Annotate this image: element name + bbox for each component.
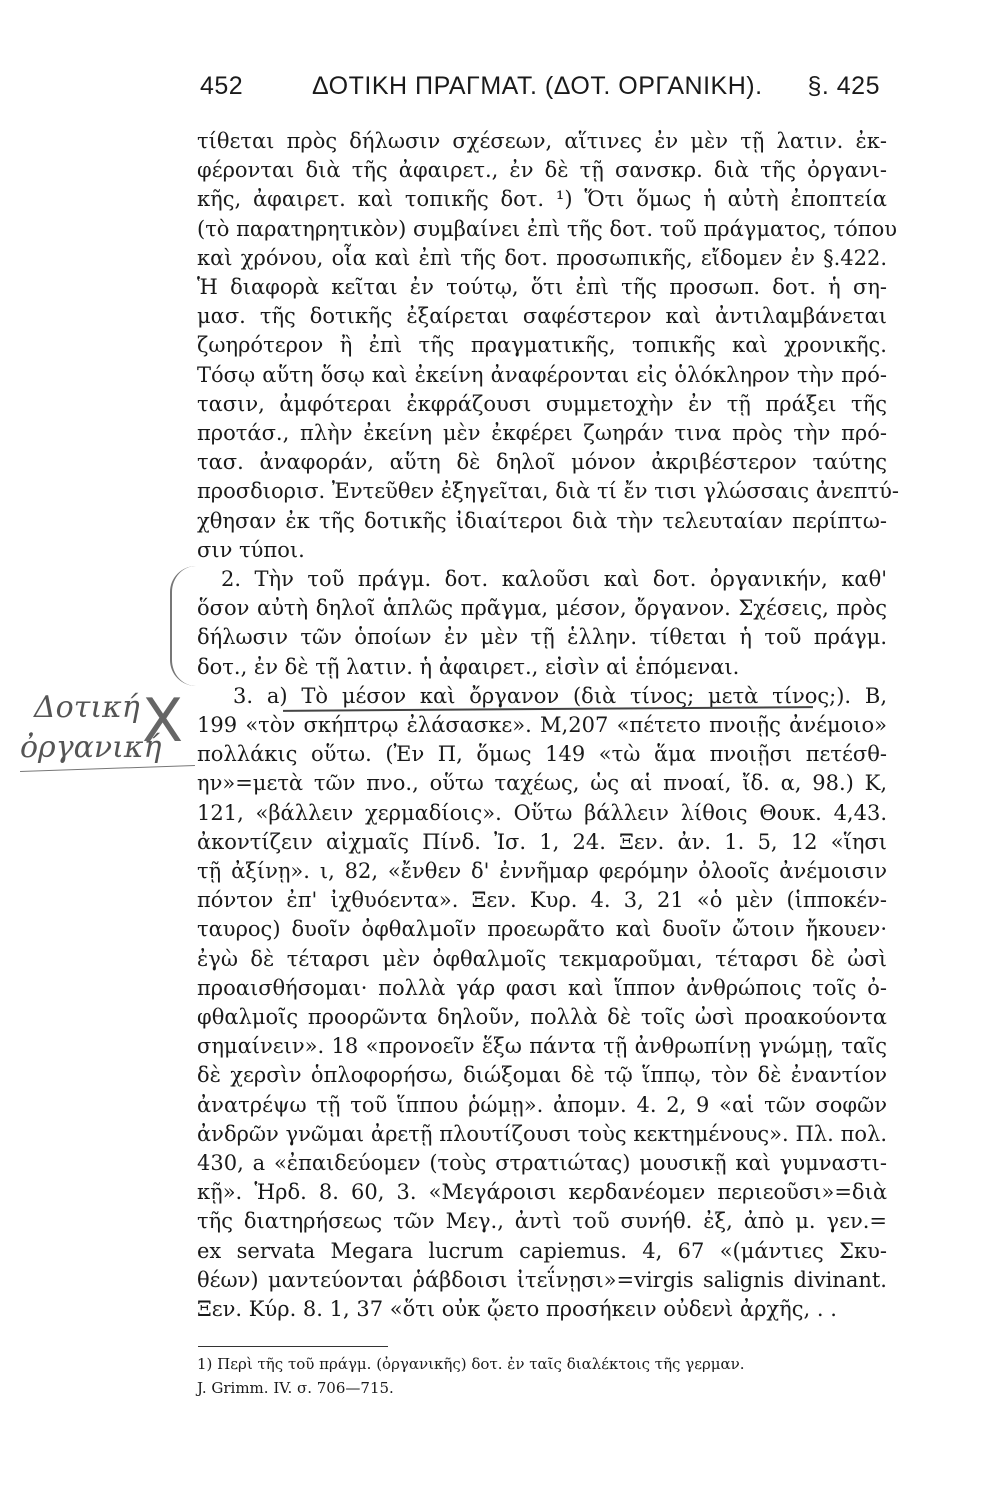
text-line: δὲ χερσὶν ὁπλοφορήσω, διώξομαι δὲ τῷ ἵππῳ, τὸν δὲ ἐναντίον [197,1063,887,1088]
running-title: ΔΟΤΙΚΗ ΠΡΑΓΜΑΤ. (ΔΟΤ. ΟΡΓΑΝΙΚΗ). [312,72,763,100]
text-line: δοτ., ἐν δὲ τῇ λατιν. ἡ ἀφαιρετ., εἰσὶν αἱ ἑπόμεναι. [197,654,740,679]
text-line: καὶ χρόνου, οἷα καὶ ἐπὶ τῆς δοτ. προσωπικῆς, εἴδομεν ἐν §.422. [197,245,887,270]
text-line: κῇ». Ἡρδ. 8. 60, 3. «Μεγάροισι κερδανέομεν περιεοῦσι»=διὰ [197,1180,887,1205]
text-line: μασ. τῆς δοτικῆς ἐξαίρεται σαφέστερον καὶ ἀντιλαμβάνεται [197,304,887,329]
text-line: 3. a) Τὸ μέσον καὶ ὄργανον (διὰ τίνος; μετὰ τίνος;). Β, [233,683,887,708]
text-line: ταυρος) δυοῖν ὀφθαλμοῖν προεωρᾶτο καὶ δυοῖν ὤτοιν ἤκουεν· [197,917,887,942]
text-line: σημαίνειν». 18 «προνοεῖν ἕξω πάντα τῇ ἀνθρωπίνῃ γνώμῃ, ταῖς [197,1034,887,1059]
text-line: ἀνδρῶν γνῶμαι ἀρετῇ πλουτίζουσι τοὺς κεκτημένους». Πλ. πολ. [197,1121,887,1146]
text-line: (τὸ παρατηρητικὸν) συμβαίνει ἐπὶ τῆς δοτ. τοῦ πράγματος, τόπου [197,216,898,241]
text-line: φθαλμοῖς προορῶντα δηλοῦν, πολλὰ δὲ τοῖς ὠσὶ προακούοντα [197,1005,887,1029]
text-line: δήλωσιν τῶν ὁποίων ἐν μὲν τῇ ἑλλην. τίθεται ἡ τοῦ πράγμ. [197,625,887,650]
text-line: κῆς, ἀφαιρετ. καὶ τοπικῆς δοτ. ¹) Ὅτι ὅμως ἡ αὐτὴ ἐποπτεία [197,187,887,212]
page-number: 452 [200,72,244,100]
text-line: ἀνατρέψω τῇ τοῦ ἵππου ῥώμῃ». ἀπομν. 4. 2, 9 «αἱ τῶν σοφῶν [197,1092,887,1117]
text-line: τῇ ἀξίνῃ». ι, 82, «ἔνθεν δ' ἐννῆμαρ φερόμην ὀλοοῖς ἀνέμοισιν [197,859,887,883]
text-line: Ἡ διαφορὰ κεῖται ἐν τούτῳ, ὅτι ἐπὶ τῆς προσωπ. δοτ. ἡ ση- [197,275,887,299]
text-line: τίθεται πρὸς δήλωσιν σχέσεων, αἵτινες ἐν μὲν τῇ λατιν. ἐκ- [197,129,887,153]
footnote-line: J. Grimm. IV. σ. 706—715. [197,1379,394,1397]
text-line: ὅσον αὐτὴ δηλοῖ ἁπλῶς πρᾶγμα, μέσον, ὄργανον. Σχέσεις, πρὸς [197,596,887,621]
text-line: θέων) μαντεύονται ῥάβδοισι ἰτεΐνῃσι»=virgis salignis divinant. [197,1267,887,1292]
text-line: τασιν, ἀμφότεραι ἐκφράζουσι συμμετοχὴν ἐν τῇ πράξει τῆς [197,391,887,416]
text-line: 121, «βάλλειν χερμαδίοις». Οὕτω βάλλειν λίθοις Θουκ. 4,43. [197,800,887,825]
text-line: 430, a «ἐπαιδεύομεν (τοὺς στρατιώτας) μουσικῇ καὶ γυμναστι- [197,1151,887,1175]
margin-cross-mark: X [142,686,184,756]
text-line: πόντον ἐπ' ἰχθυόεντα». Ξεν. Κυρ. 4. 3, 21 «ὁ μὲν (ἱπποκέν- [197,888,887,913]
text-line: πολλάκις οὕτω. (Ἐν Π, ὅμως 149 «τὼ ἅμα πνοιῇσι πετέσθ- [197,742,887,767]
text-line: Τόσῳ αὕτη ὅσῳ καὶ ἐκείνη ἀναφέρονται εἰς ὁλόκληρον τὴν πρό- [197,362,887,387]
margin-bracket [170,566,196,686]
text-line: ζωηρότερον ἢ ἐπὶ τῆς πραγματικῆς, τοπικῆς καὶ χρονικῆς. [197,333,887,358]
text-line: ἀκοντίζειν αἰχμαῖς Πίνδ. Ἰσ. 1, 24. Ξεν. ἀν. 1. 5, 12 «ἵησι [197,829,887,854]
text-line: 199 «τὸν σκήπτρῳ ἐλάσασκε». Μ,207 «πέτετο πνοιῇς ἀνέμοιο» [197,713,887,737]
text-line: τασ. ἀναφοράν, αὕτη δὲ δηλοῖ μόνον ἀκριβέστερον ταύτης [197,450,887,475]
text-line: φέρονται διὰ τῆς ἀφαιρετ., ἐν δὲ τῇ σανσκρ. διὰ τῆς ὀργανι- [197,158,887,183]
text-line: 2. Τὴν τοῦ πράγμ. δοτ. καλοῦσι καὶ δοτ. ὀργανικήν, καθ' [221,567,887,591]
text-line: προαισθήσομαι· πολλὰ γάρ φασι καὶ ἵππον ἀνθρώποις τοῖς ὀ- [197,975,887,1000]
margin-note-line: Δοτική [34,690,140,725]
text-line: τῆς διατηρήσεως τῶν Μεγ., ἀντὶ τοῦ συνήθ. ἐξ, ἀπὸ μ. γεν.= [197,1209,887,1234]
text-line: χθησαν ἐκ τῆς δοτικῆς ἰδιαίτεροι διὰ τὴν τελευταίαν περίπτω- [197,508,887,533]
margin-note-line: ὀργανική [20,730,162,765]
text-line: σιν τύποι. [197,537,305,562]
footnote-line: 1) Περὶ τῆς τοῦ πράγμ. (ὀργανικῆς) δοτ. ἐν ταῖς διαλέκτοις τῆς γερμαν. [197,1355,745,1373]
footnote-rule [198,1346,388,1347]
text-line: προτάσ., πλὴν ἐκείνη μὲν ἐκφέρει ζωηράν τινα πρὸς τὴν πρό- [197,421,887,445]
text-line: ἐγὼ δὲ τέταρσι μὲν ὀφθαλμοῖς τεκμαροῦμαι, τέταρσι δὲ ὠσὶ [197,946,887,971]
text-line: ην»=μετὰ τῶν πνο., οὕτω ταχέως, ὡς αἱ πνοαί, ἴδ. α, 98.) Κ, [197,771,887,796]
running-header [200,72,880,112]
section-number: §. 425 [807,72,880,100]
handwritten-margin-note [20,690,170,800]
text-line: ex servata Megara lucrum capiemus. 4, 67 «(μάντιες Σκυ- [197,1238,887,1263]
text-line: προσδιορισ. Ἐντεῦθεν ἐξηγεῖται, διὰ τί ἔν τισι γλώσσαις ἀνεπτύ- [197,479,899,504]
text-line: Ξεν. Κύρ. 8. 1, 37 «ὅτι οὐκ ᾤετο προσήκειν οὐδενὶ ἀρχῆς, . . [197,1297,837,1321]
